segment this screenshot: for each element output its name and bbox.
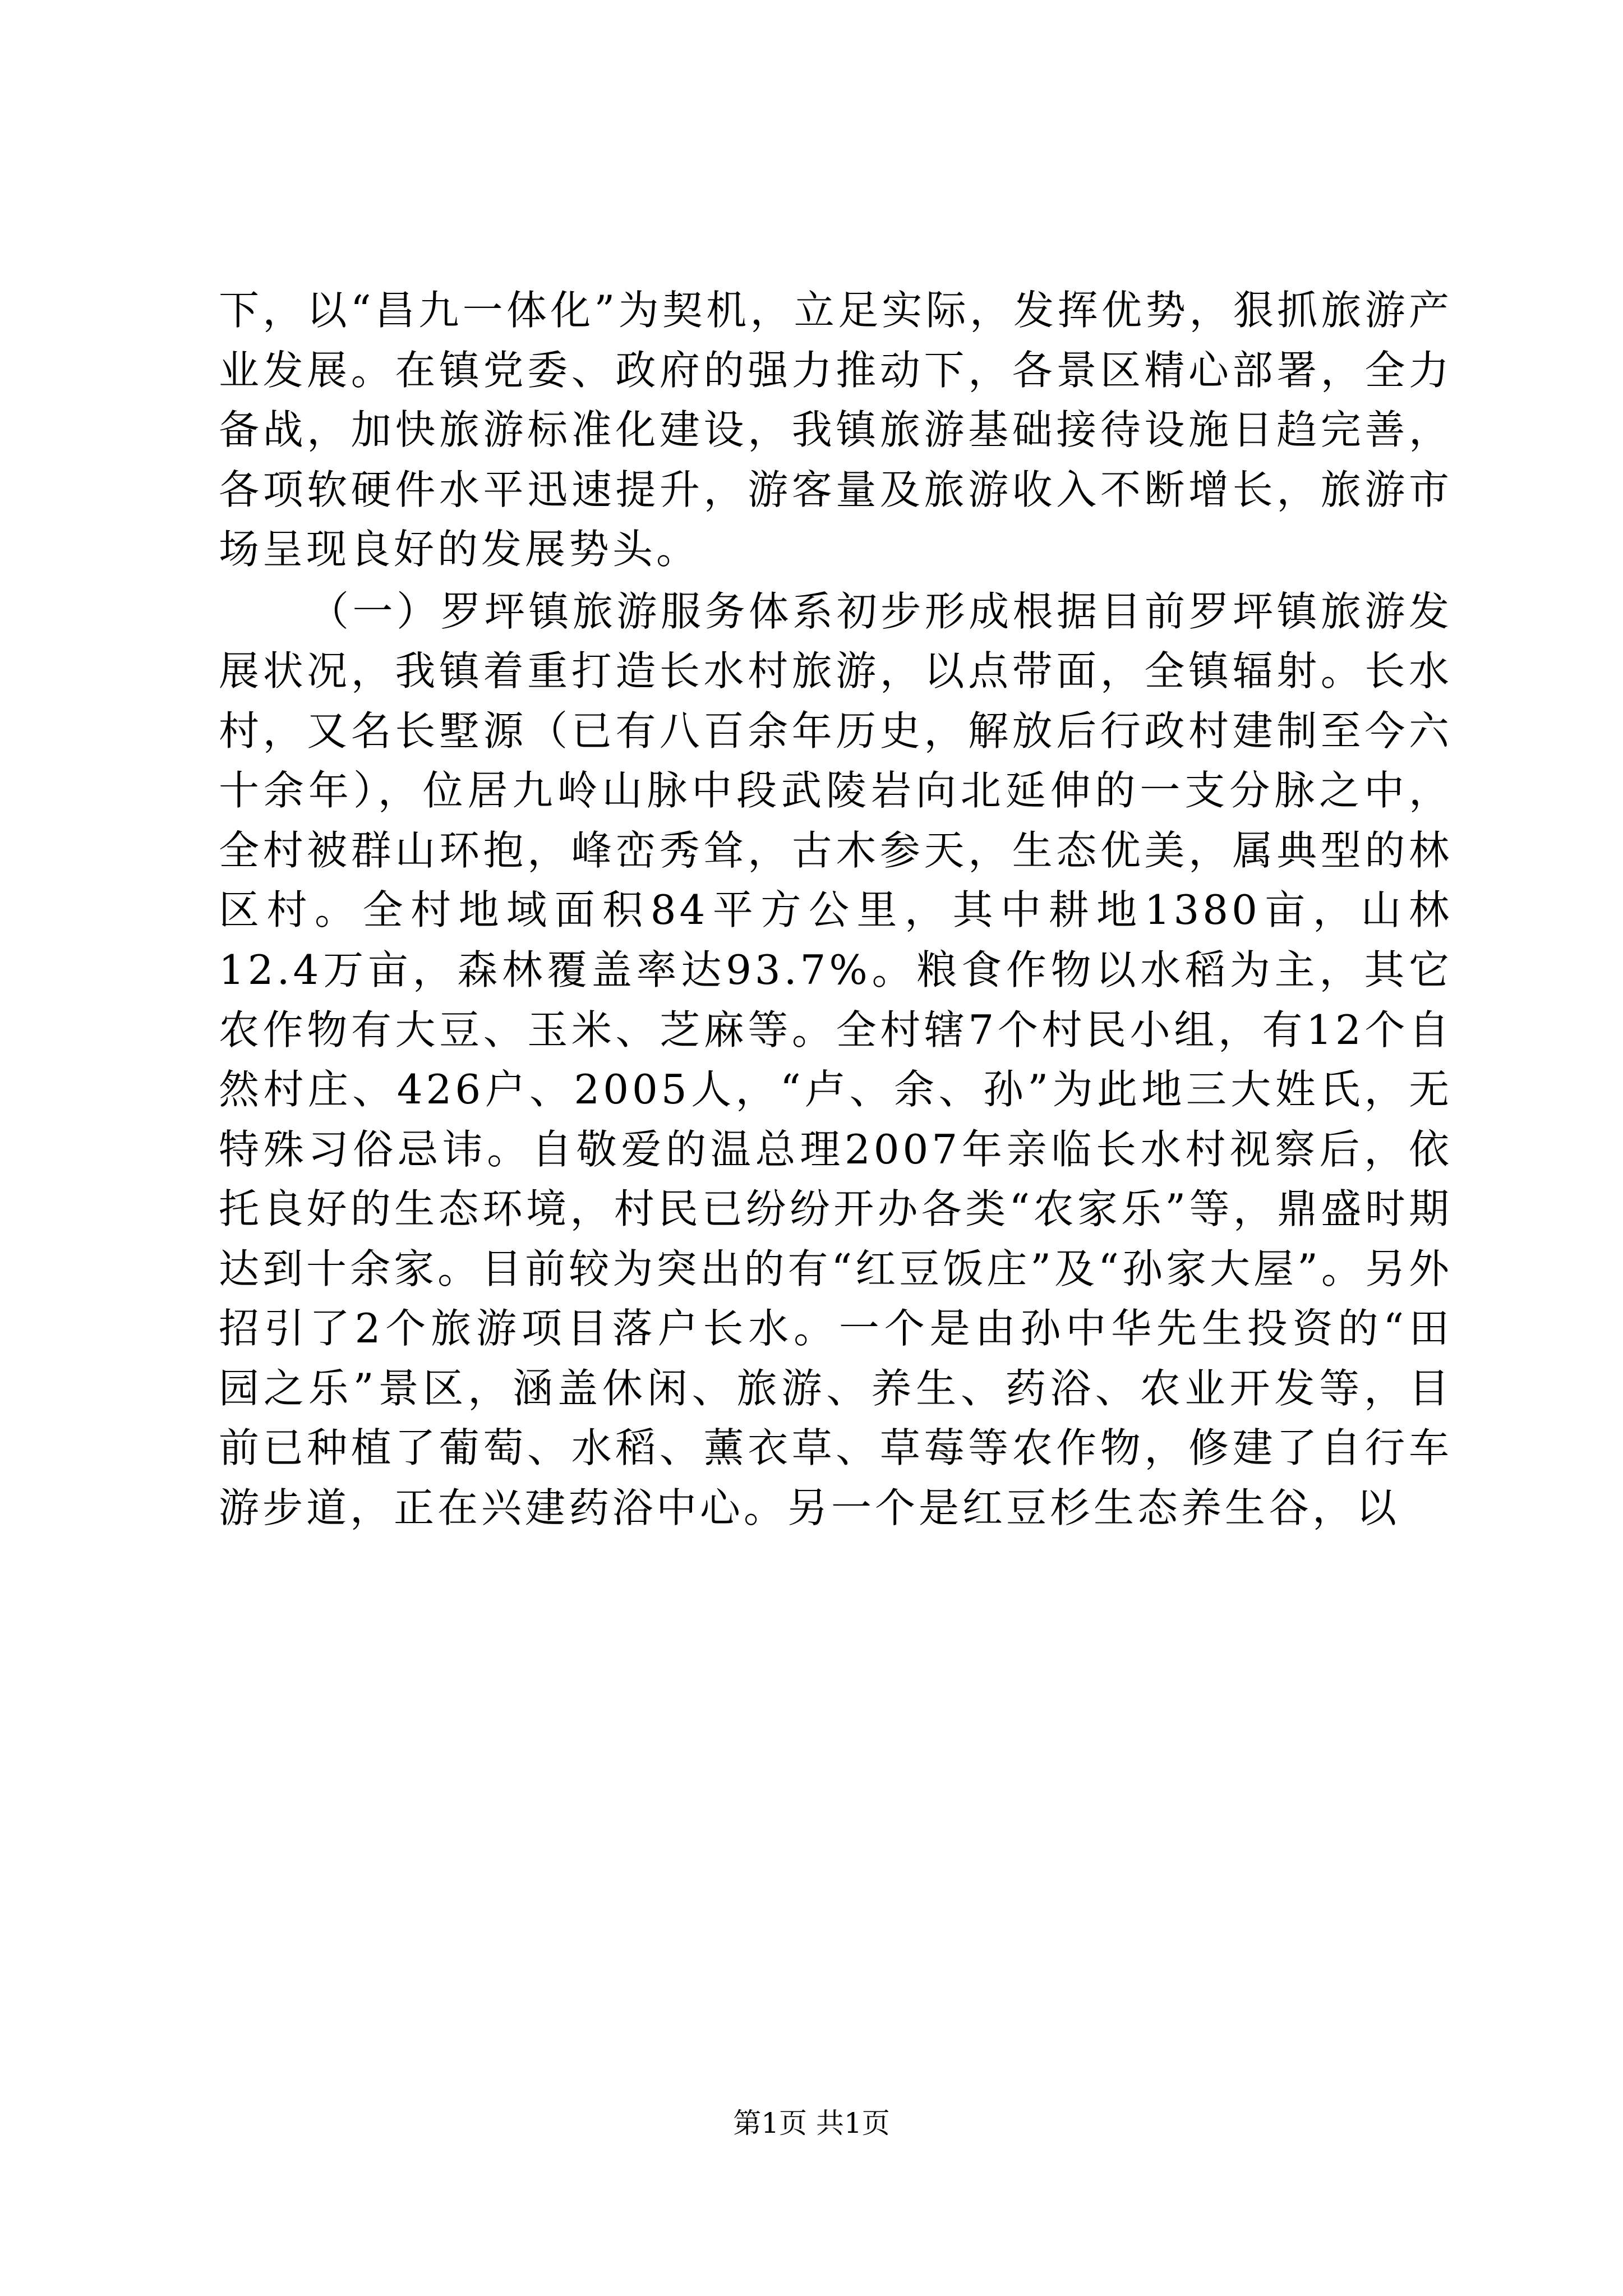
paragraph-continuation: 下，以“昌九一体化”为契机，立足实际，发挥优势，狠抓旅游产业发展。在镇党委、政府的强力推动下，各景区精心部署，全力备战，加快旅游标准化建设，我镇旅游基础接待设施日趋完善，各项软硬件水平迅速提升，游客量及旅游收入不断增长，旅游市场呈现良好的发展势头。 [219,287,1453,573]
document-body [219,280,1453,1538]
paragraph-tourism-system: （一）罗坪镇旅游服务体系初步形成根据目前罗坪镇旅游发展状况，我镇着重打造长水村旅游，以点带面，全镇辐射。长水村，又名长墅源（已有八百余年历史，解放后行政村建制至今六十余年），位居九岭山脉中段武陵岩向北延伸的一支分脉之中，全村被群山环抱，峰峦秀耸，古木参天，生态优美，属典型的林区村。全村地域面积84平方公里，其中耕地1380亩，山林12.4万亩，森林覆盖率达93.7%。粮食作物以水稻为主，其它农作物有大豆、玉米、芝麻等。全村辖7个村民小组，有12个自然村庄、426户、2005人，“卢、余、孙”为此地三大姓氏，无特殊习俗忌讳。自敬爱的温总理2007年亲临长水村视察后，依托良好的生态环境，村民已纷纷开办各类“农家乐”等，鼎盛时期达到十余家。目前较为突出的有“红豆饭庄”及“孙家大屋”。另外招引了2个旅游项目落户长水。一个是由孙中华先生投资的“田园之乐”景区，涵盖休闲、旅游、养生、药浴、农业开发等，目前已种植了葡萄、水稻、薰衣草、草莓等农作物，修建了自行车游步道，正在兴建药浴中心。另一个是红豆杉生态养生谷，以 [219,587,1453,1531]
page-footer: 第1页 共1页 [733,2107,890,2139]
